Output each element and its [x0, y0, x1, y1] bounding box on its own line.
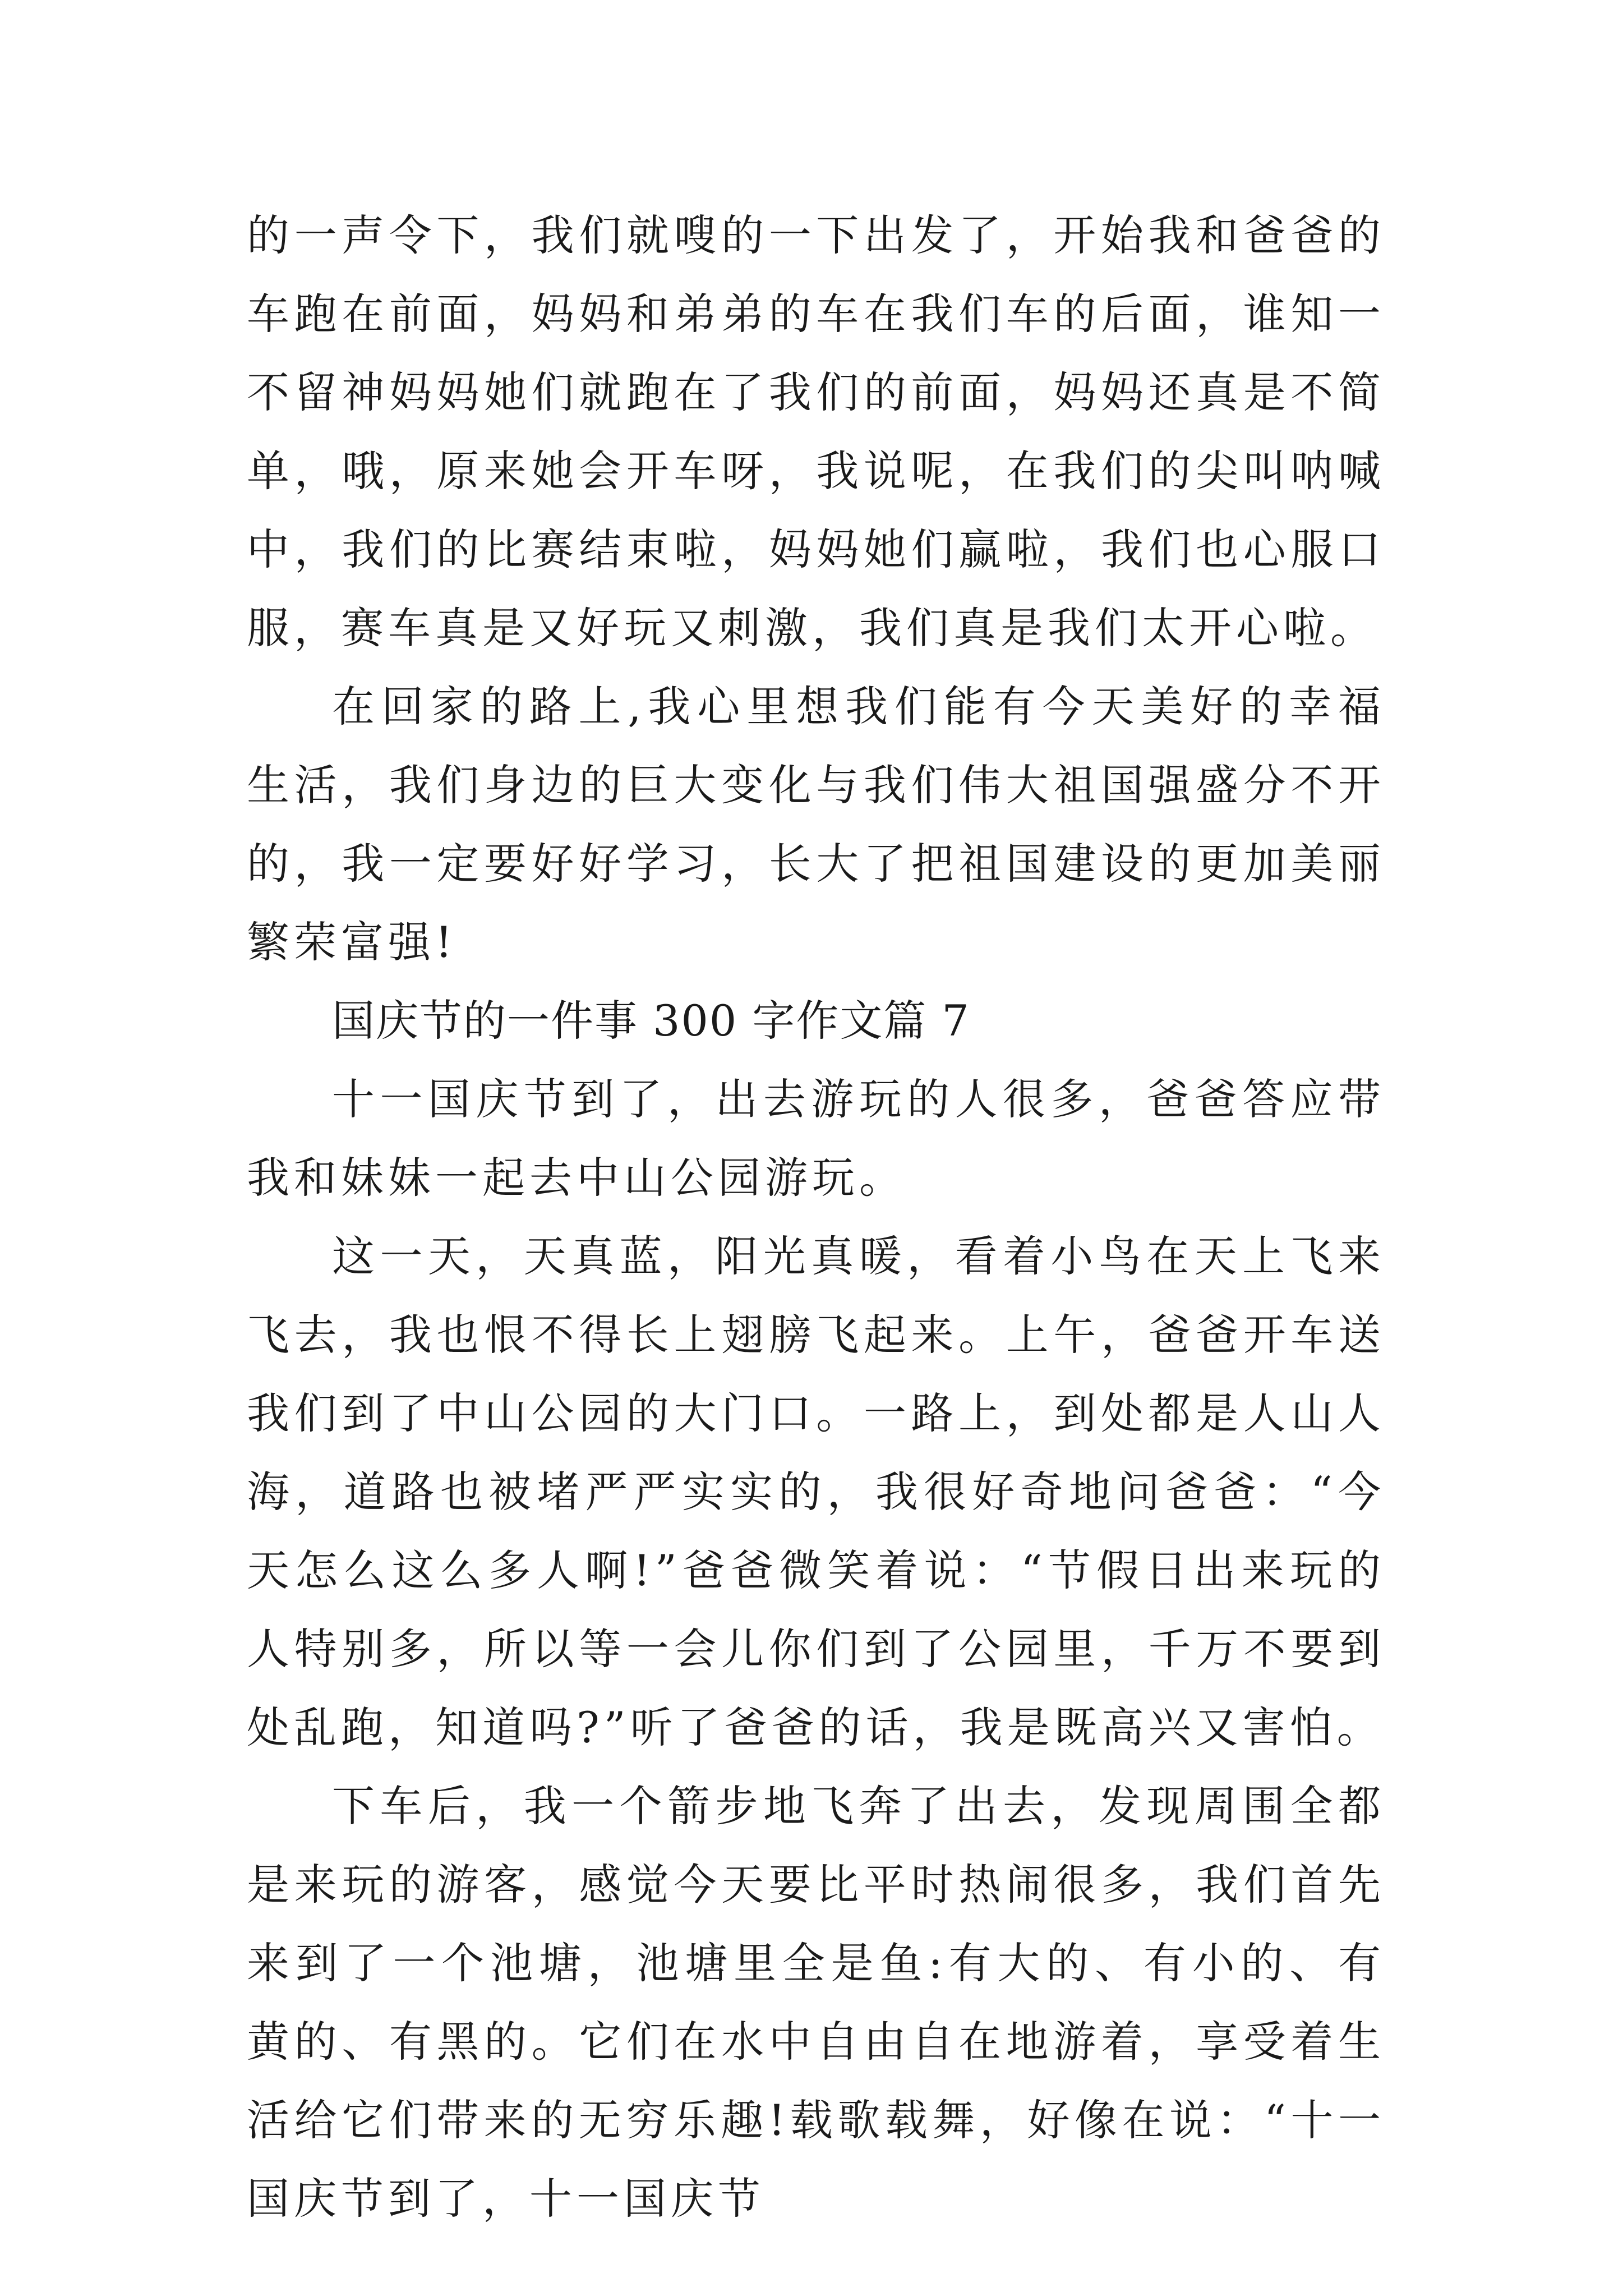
essay-heading: 国庆节的一件事 300 字作文篇 7	[332, 996, 970, 1046]
paragraph-the-day: 这一天，天真蓝，阳光真暖，看着小鸟在天上飞来飞去，我也恨不得长上翅膀飞起来。上午，爸爸开车送我们到了中山公园的大门口。一路上，到处都是人山人海，道路也被堵严严实实的，我很好奇地问爸爸：“今天怎么这么多人啊!”爸爸微笑着说：“节假日出来玩的人特别多，所以等一会儿你们到了公园里，千万不要到处乱跑，知道吗?”听了爸爸的话，我是既高兴又害怕。	[247, 1231, 1385, 1752]
paragraph-intro: 十一国庆节到了，出去游玩的人很多，爸爸答应带我和妹妹一起去中山公园游玩。	[247, 1074, 1385, 1203]
paragraph-pond: 下车后，我一个箭步地飞奔了出去，发现周围全都是来玩的游客，感觉今天要比平时热闹很多，我们首先来到了一个池塘，池塘里全是鱼:有大的、有小的、有黄的、有黑的。它们在水中自由自在地游着，享受着生活给它们带来的无穷乐趣!载歌载舞，好像在说：“十一国庆节到了，十一国庆节	[247, 1781, 1385, 2224]
paragraph-continuation: 的一声令下，我们就嗖的一下出发了，开始我和爸爸的车跑在前面，妈妈和弟弟的车在我们车的后面，谁知一不留神妈妈她们就跑在了我们的前面，妈妈还真是不简单，哦，原来她会开车呀，我说呢，在我们的尖叫呐喊中，我们的比赛结束啦，妈妈她们赢啦，我们也心服口服，赛车真是又好玩又刺激，我们真是我们太开心啦。	[247, 210, 1385, 653]
paragraph-way-home: 在回家的路上,我心里想我们能有今天美好的幸福生活，我们身边的巨大变化与我们伟大祖国强盛分不开的，我一定要好好学习，长大了把祖国建设的更加美丽繁荣富强!	[247, 682, 1385, 967]
document-body	[247, 196, 1385, 2238]
